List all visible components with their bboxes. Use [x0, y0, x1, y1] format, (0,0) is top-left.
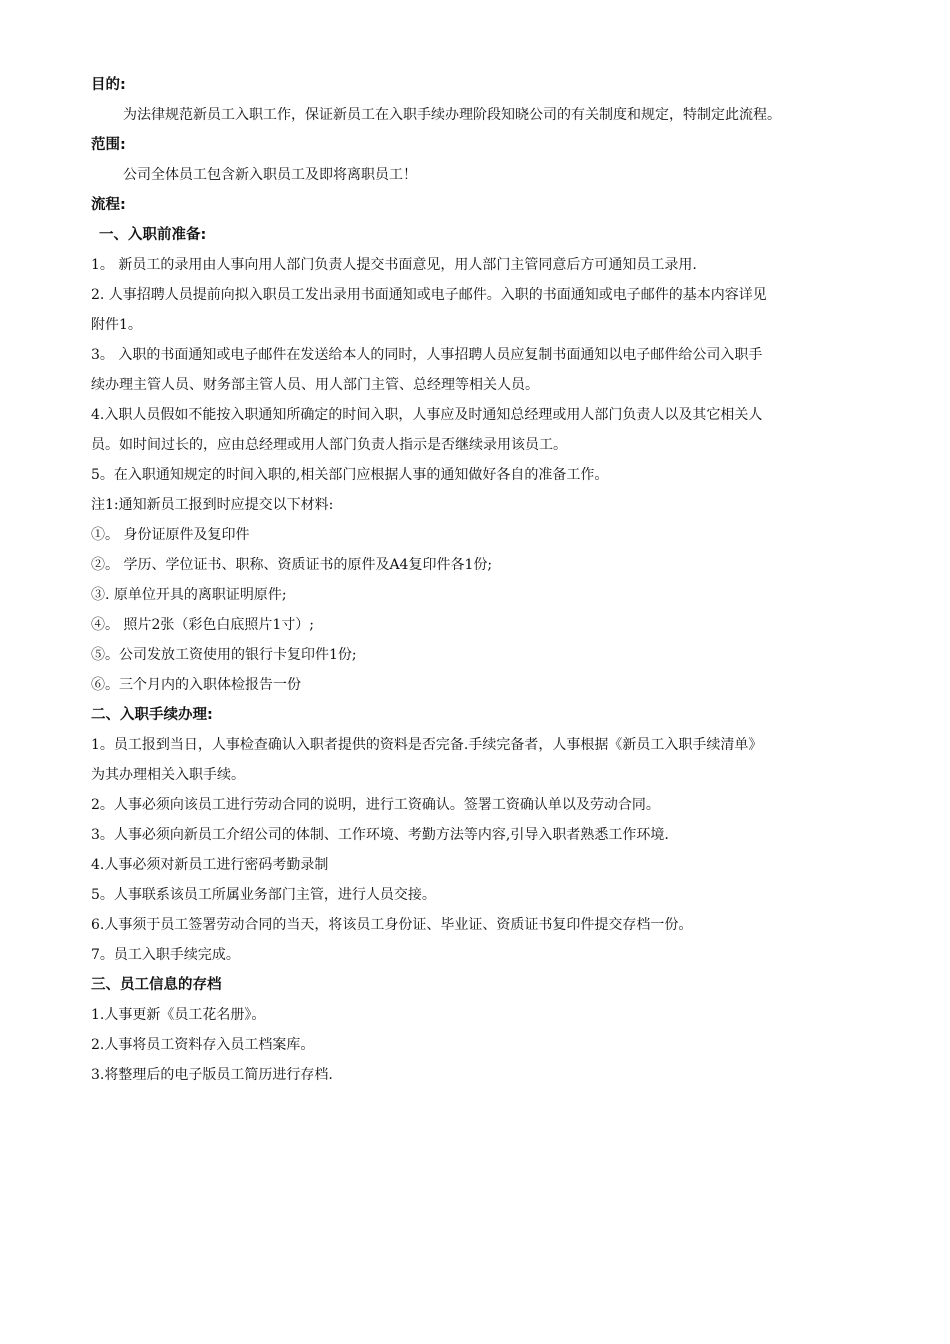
paragraph-line: 2. 人事招聘人员提前向拟入职员工发出录用书面通知或电子邮件。入职的书面通知或电子邮件的基本内容详见 [91, 287, 767, 303]
note-line: 注1:通知新员工报到时应提交以下材料: [91, 497, 334, 513]
paragraph-line: 1。员工报到当日，人事检查确认入职者提供的资料是否完备.手续完备者，人事根据《新员工入职手续清单》 [91, 737, 763, 753]
section-heading-preparation: 一、入职前准备: [99, 227, 207, 243]
section-heading-onboarding: 二、入职手续办理: [91, 707, 213, 723]
paragraph-line: 为其办理相关入职手续。 [91, 767, 245, 783]
paragraph-line: 3。 入职的书面通知或电子邮件在发送给本人的同时，人事招聘人员应复制书面通知以电子邮件给公司入职手 [91, 347, 763, 363]
paragraph-line: 2。人事必须向该员工进行劳动合同的说明，进行工资确认。签署工资确认单以及劳动合同。 [91, 797, 660, 813]
section-heading-archiving: 三、员工信息的存档 [91, 977, 222, 993]
process-heading: 流程: [91, 197, 126, 213]
paragraph-line: 6.人事须于员工签署劳动合同的当天，将该员工身份证、毕业证、资质证书复印件提交存档一份。 [91, 917, 693, 933]
paragraph-line: 员。如时间过长的，应由总经理或用人部门负责人指示是否继续录用该员工。 [91, 437, 567, 453]
paragraph-line: 5。人事联系该员工所属业务部门主管，进行人员交接。 [91, 887, 436, 903]
material-list-item: ③. 原单位开具的离职证明原件; [91, 587, 287, 603]
paragraph-line: 3。人事必须向新员工介绍公司的体制、工作环境、考勤方法等内容,引导入职者熟悉工作环境. [91, 827, 669, 843]
paragraph-line: 4.人事必须对新员工进行密码考勤录制 [91, 857, 329, 873]
paragraph-line: 1.人事更新《员工花名册》。 [91, 1007, 266, 1023]
paragraph-line: 4.入职人员假如不能按入职通知所确定的时间入职，人事应及时通知总经理或用人部门负责人以及其它相关人 [91, 407, 763, 423]
document-body [91, 70, 907, 1090]
purpose-text: 为法律规范新员工入职工作，保证新员工在入职手续办理阶段知晓公司的有关制度和规定，特制定此流程。 [123, 107, 781, 123]
paragraph-line: 1。 新员工的录用由人事向用人部门负责人提交书面意见，用人部门主管同意后方可通知员工录用. [91, 257, 697, 273]
material-list-item: ④。 照片2张（彩色白底照片1寸）; [91, 617, 314, 633]
paragraph-line: 附件1。 [91, 317, 142, 333]
material-list-item: ①。 身份证原件及复印件 [91, 527, 250, 543]
material-list-item: ⑥。三个月内的入职体检报告一份 [91, 677, 301, 693]
scope-text: 公司全体员工包含新入职员工及即将离职员工！ [123, 167, 417, 183]
paragraph-line: 续办理主管人员、财务部主管人员、用人部门主管、总经理等相关人员。 [91, 377, 539, 393]
paragraph-line: 5。在入职通知规定的时间入职的,相关部门应根据人事的通知做好各自的准备工作。 [91, 467, 609, 483]
paragraph-line: 2.人事将员工资料存入员工档案库。 [91, 1037, 315, 1053]
paragraph-line: 3.将整理后的电子版员工简历进行存档. [91, 1067, 333, 1083]
material-list-item: ⑤。公司发放工资使用的银行卡复印件1份; [91, 647, 357, 663]
purpose-heading: 目的: [91, 77, 126, 93]
material-list-item: ②。 学历、学位证书、职称、资质证书的原件及A4复印件各1份; [91, 557, 493, 573]
scope-heading: 范围: [91, 137, 126, 153]
paragraph-line: 7。员工入职手续完成。 [91, 947, 240, 963]
